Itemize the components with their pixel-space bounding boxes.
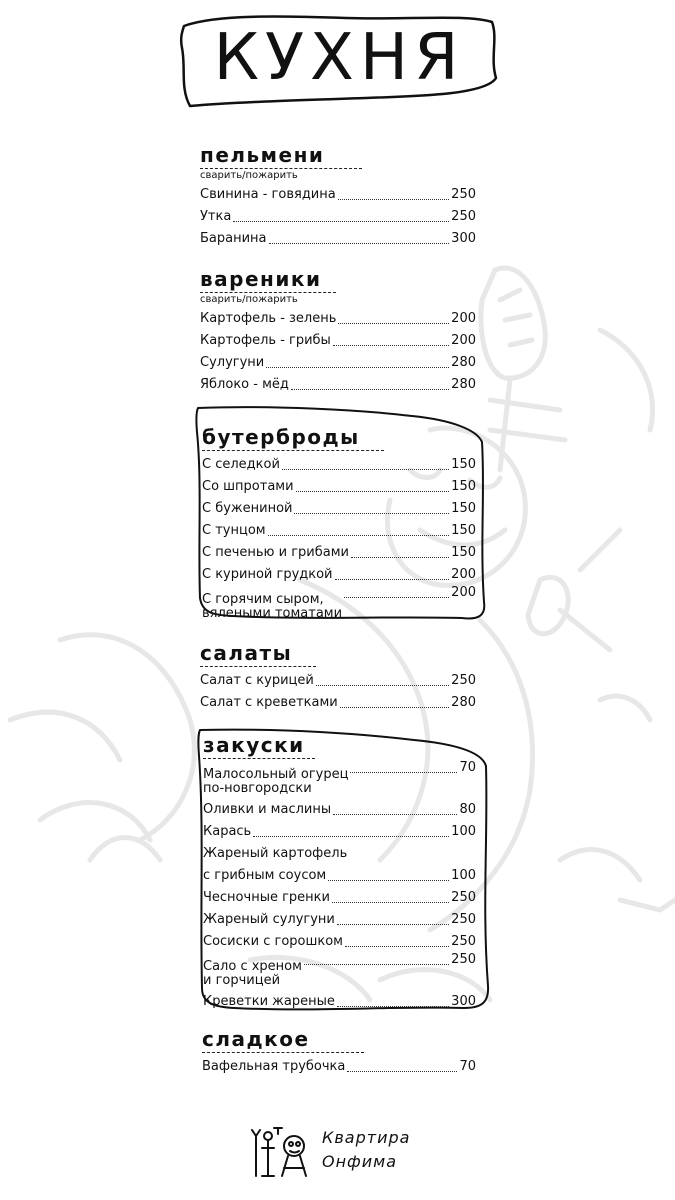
menu-item bbox=[200, 692, 476, 714]
dot-leader bbox=[253, 836, 449, 837]
menu-item bbox=[202, 476, 476, 498]
menu-item bbox=[203, 865, 476, 887]
item-price: 100 bbox=[451, 868, 476, 883]
item-name-line2: вялеными томатами bbox=[202, 606, 343, 621]
item-name: с грибным соусом bbox=[203, 868, 327, 883]
menu-item bbox=[203, 953, 476, 991]
item-price: 280 bbox=[451, 355, 476, 370]
section-title: бутерброды bbox=[202, 425, 360, 449]
item-name: С бужениной bbox=[202, 501, 293, 516]
menu-item bbox=[200, 206, 476, 228]
item-name: С тунцом bbox=[202, 523, 266, 538]
item-name: Свинина - говядина bbox=[200, 187, 336, 202]
item-price: 250 bbox=[451, 952, 476, 967]
dot-leader bbox=[266, 367, 449, 368]
item-name: Баранина bbox=[200, 231, 267, 246]
item-price: 150 bbox=[451, 501, 476, 516]
item-price: 300 bbox=[451, 994, 476, 1009]
item-name: Жареный сулугуни bbox=[203, 912, 335, 927]
dot-leader bbox=[335, 579, 450, 580]
dot-leader bbox=[350, 772, 457, 773]
dot-leader bbox=[347, 1071, 457, 1072]
dot-leader bbox=[332, 902, 449, 903]
menu-item bbox=[203, 821, 476, 843]
menu-item bbox=[202, 520, 476, 542]
menu-item bbox=[202, 454, 476, 476]
item-name-line2: и горчицей bbox=[203, 973, 281, 988]
menu-item bbox=[202, 564, 476, 586]
item-price: 150 bbox=[451, 457, 476, 472]
item-price: 70 bbox=[459, 1059, 476, 1074]
menu-title: КУХНЯ bbox=[213, 21, 465, 95]
section-title: салаты bbox=[200, 641, 293, 665]
dot-leader bbox=[282, 469, 449, 470]
item-price: 250 bbox=[451, 934, 476, 949]
menu-item bbox=[203, 761, 476, 799]
dot-leader bbox=[338, 323, 449, 324]
item-name bbox=[202, 586, 342, 621]
dot-leader bbox=[351, 557, 449, 558]
section-vareniki bbox=[200, 266, 476, 396]
section-zakuski bbox=[203, 732, 476, 1013]
item-name: Чесночные гренки bbox=[203, 890, 330, 905]
brand-logo bbox=[248, 1124, 448, 1186]
item-name: С печенью и грибами bbox=[202, 545, 349, 560]
menu-item bbox=[203, 843, 476, 865]
menu-item bbox=[203, 887, 476, 909]
dot-leader bbox=[268, 535, 450, 536]
section-pelmeni bbox=[200, 142, 476, 250]
item-price: 250 bbox=[451, 187, 476, 202]
item-name bbox=[203, 761, 348, 796]
dot-leader bbox=[294, 513, 449, 514]
brand-line-2: Онфима bbox=[322, 1152, 398, 1171]
menu-item bbox=[200, 228, 476, 250]
item-price: 100 bbox=[451, 824, 476, 839]
dot-leader bbox=[333, 345, 449, 346]
dot-leader bbox=[291, 389, 449, 390]
section-divider bbox=[200, 666, 316, 667]
item-name: С селедкой bbox=[202, 457, 280, 472]
menu-item bbox=[202, 1056, 476, 1078]
item-name: Сулугуни bbox=[200, 355, 265, 370]
brand-line-1: Квартира bbox=[322, 1128, 411, 1147]
dot-leader bbox=[328, 880, 449, 881]
item-name-line1: Малосольный огурец bbox=[203, 767, 349, 782]
dot-leader bbox=[337, 924, 449, 925]
section-buterbrody bbox=[202, 424, 476, 624]
menu-item bbox=[200, 184, 476, 206]
menu-item bbox=[200, 670, 476, 692]
section-title: пельмени bbox=[200, 143, 325, 167]
item-name: Картофель - зелень bbox=[200, 311, 337, 326]
item-name: Утка bbox=[200, 209, 232, 224]
section-title: закуски bbox=[203, 733, 305, 757]
menu-item bbox=[203, 799, 476, 821]
item-price: 200 bbox=[451, 333, 476, 348]
dot-leader bbox=[333, 814, 457, 815]
item-name: С куриной грудкой bbox=[202, 567, 333, 582]
dot-leader bbox=[304, 964, 449, 965]
item-price: 250 bbox=[451, 673, 476, 688]
item-name: Жареный картофель bbox=[203, 846, 348, 861]
brand-name bbox=[322, 1126, 410, 1174]
menu-item bbox=[200, 352, 476, 374]
menu-item bbox=[202, 498, 476, 520]
dot-leader bbox=[296, 491, 450, 492]
dot-leader bbox=[233, 221, 449, 222]
section-title: вареники bbox=[200, 267, 322, 291]
section-sladkoe bbox=[202, 1026, 476, 1078]
menu-item bbox=[202, 586, 476, 624]
section-divider bbox=[202, 450, 384, 451]
dot-leader bbox=[340, 707, 449, 708]
dot-leader bbox=[269, 243, 450, 244]
dot-leader bbox=[316, 685, 449, 686]
dot-leader bbox=[345, 946, 449, 947]
item-name: Салат с курицей bbox=[200, 673, 314, 688]
item-price: 150 bbox=[451, 523, 476, 538]
item-name: Оливки и маслины bbox=[203, 802, 332, 817]
item-name: Креветки жареные bbox=[203, 994, 335, 1009]
menu-item bbox=[203, 931, 476, 953]
menu-item bbox=[203, 909, 476, 931]
item-price: 200 bbox=[451, 311, 476, 326]
section-salaty bbox=[200, 640, 476, 714]
item-price: 300 bbox=[451, 231, 476, 246]
menu-title-block bbox=[176, 8, 502, 108]
item-name: Картофель - грибы bbox=[200, 333, 331, 348]
item-name-line2: по-новгородски bbox=[203, 781, 312, 796]
item-name: Сосиски с горошком bbox=[203, 934, 343, 949]
dot-leader bbox=[337, 1006, 449, 1007]
item-price: 250 bbox=[451, 912, 476, 927]
section-note: сварить/пожарить bbox=[200, 294, 298, 305]
section-divider bbox=[203, 758, 315, 759]
section-divider bbox=[202, 1052, 364, 1053]
item-price: 150 bbox=[451, 545, 476, 560]
item-name bbox=[203, 953, 302, 988]
item-name-line1: Сало с хреном bbox=[203, 959, 302, 974]
menu-item bbox=[200, 374, 476, 396]
item-name-line1: С горячим сыром, bbox=[202, 592, 324, 607]
item-name: Салат с креветками bbox=[200, 695, 338, 710]
dot-leader bbox=[344, 597, 449, 598]
item-name: Карась bbox=[203, 824, 252, 839]
item-name: Яблоко - мёд bbox=[200, 377, 289, 392]
item-name: Вафельная трубочка bbox=[202, 1059, 346, 1074]
menu-item bbox=[200, 308, 476, 330]
item-price: 150 bbox=[451, 479, 476, 494]
item-name: Со шпротами bbox=[202, 479, 294, 494]
section-note: сварить/пожарить bbox=[200, 170, 298, 181]
item-price: 80 bbox=[459, 802, 476, 817]
onfim-figures-icon bbox=[248, 1124, 318, 1186]
item-price: 250 bbox=[451, 890, 476, 905]
item-price: 70 bbox=[459, 760, 476, 775]
item-price: 200 bbox=[451, 585, 476, 600]
menu-item bbox=[203, 991, 476, 1013]
menu-item bbox=[200, 330, 476, 352]
item-price: 250 bbox=[451, 209, 476, 224]
item-price: 200 bbox=[451, 567, 476, 582]
item-price: 280 bbox=[451, 377, 476, 392]
item-price: 280 bbox=[451, 695, 476, 710]
section-title: сладкое bbox=[202, 1027, 310, 1051]
menu-item bbox=[202, 542, 476, 564]
dot-leader bbox=[338, 199, 449, 200]
